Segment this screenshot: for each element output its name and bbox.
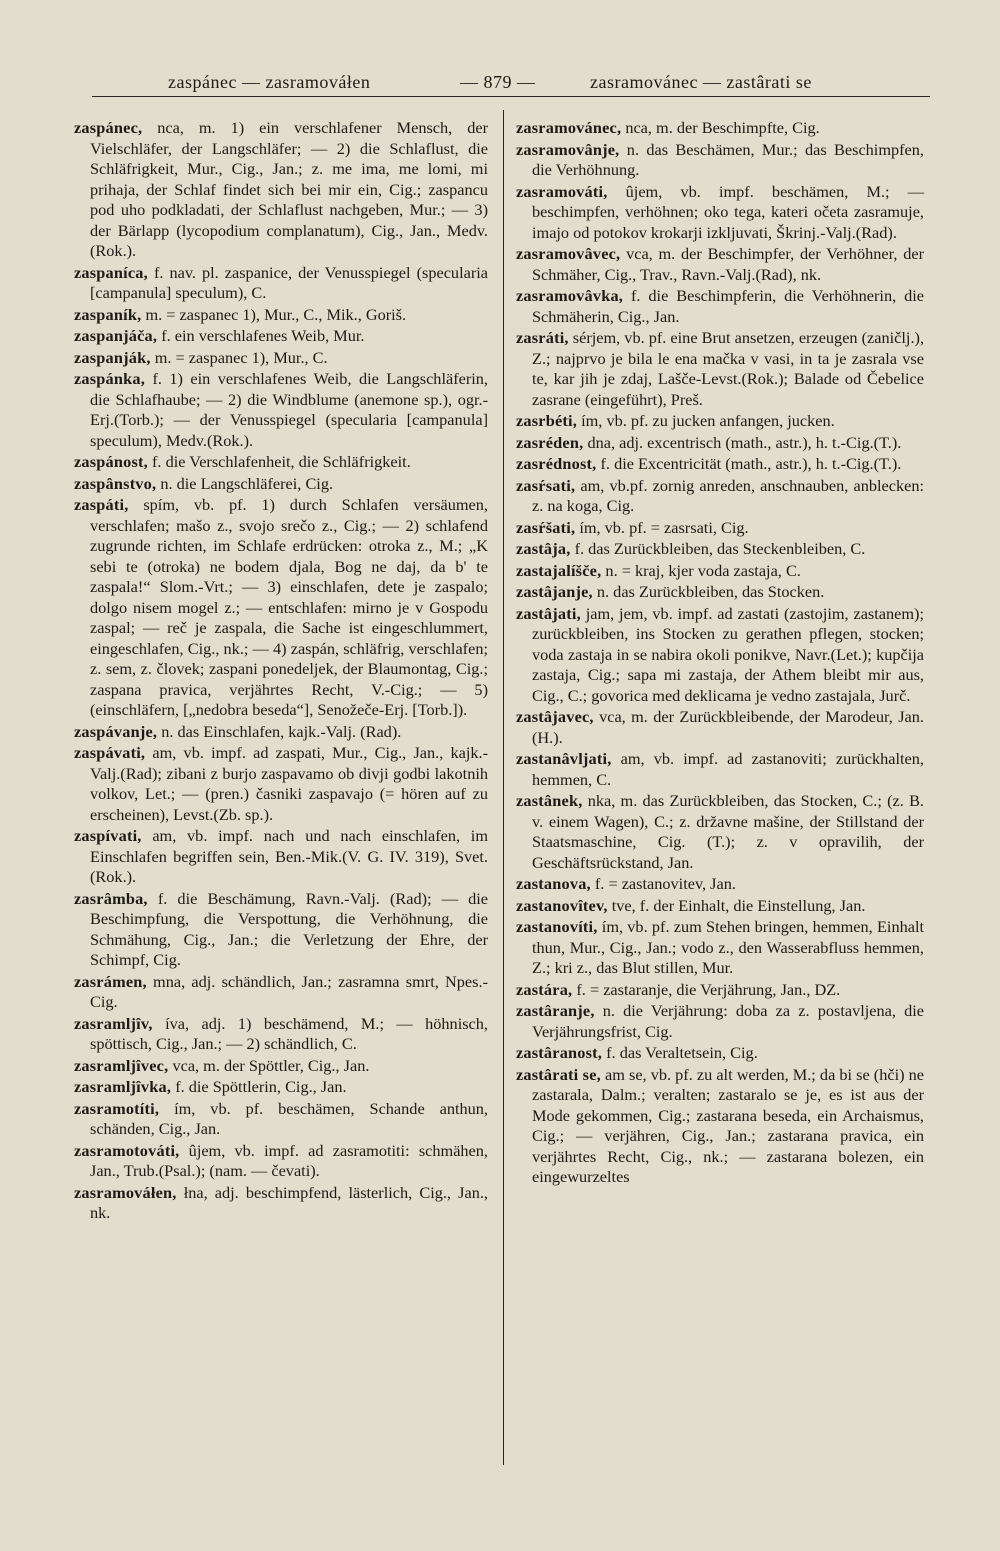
entry-headword: zasráti, [516,328,569,347]
entry-definition: f. = zastaranje, die Verjährung, Jan., DZ. [576,979,841,999]
entry-headword: zaspánka, [74,369,146,388]
entry-headword: zasŕsati, [516,475,576,495]
entry-definition: f. die Excentricität (math., astr.), h. t.-Cig.(T.). [600,454,902,473]
entry-headword: zaspávati, [74,743,146,762]
entry-definition: íva, adj. 1) beschämend, M.; — höhnisch, spöttisch, Cig., Jan.; — 2) schändlich, C. [90,1013,488,1053]
dictionary-entry [516,140,924,181]
entry-definition: ím, vb. pf. zum Stehen bringen, hemmen, Einhalt thun, Mur., Cig., Jan.; vodo z., den Wasserabfluss hemmen, Z.; kri z., das Blut stillen, Mur. [532,917,924,977]
column-divider [503,110,504,1465]
entry-definition: n. = kraj, kjer voda zastaja, C. [605,560,801,580]
entry-definition: spím, vb. pf. 1) durch Schlafen versäumen, verschlafen; mašo z., svojo srečo z., Cig.; — 2) schlafend zugrunde richten, im Schlafe erdrücken: otroka z., M.; „K sebi te (otroka) ne bodem djala, Bog ne daj, da b' te zaspala!“ Slom.-Vrt.; — 3) einschlafen, dete je zaspalo; dolgo nisem mogel z.; — entschlafen: mirno je v Gospodu zaspal; — reč je zaspala, die Sache ist eingeschlummert, eingeschlafen, Cig., nk.; — 4) zaspán, schläfrig, verschlafen; z. sem, z. človek; zaspani ponedeljek, der Blaumontag, Cig.; zaspana pravica, verjährtes Recht, V.-Cig.; — 5) (einschläfern, [„nedobra beseda“], Senožeče-Erj. [Torb.]). [90,495,488,719]
entry-definition: am, vb.pf. zornig anreden, anschnauben, anblecken: z. na koga, Cig. [532,475,925,515]
dictionary-entry [74,495,488,721]
entry-headword: zastâranje, [516,1001,595,1020]
entry-definition: f. nav. pl. zaspanice, der Venusspiegel (specularia [campanula] speculum), C. [90,262,488,302]
entry-definition: ûjem, vb. impf. beschämen, M.; — beschimpfen, verhöhnen; oko tega, kateri očeta zasramuje, imajo od potokov krokarji izkljuvati, Škrinj.-Valj.(Rad). [532,181,924,242]
entry-definition: ím, vb. pf. beschämen, Schande anthun, schänden, Cig., Jan. [90,1098,488,1138]
entry-headword: zasrbéti, [516,411,578,430]
header-left-guidewords: zaspánec — zasramováłen [168,72,371,92]
entry-headword: zasramotíti, [74,1098,160,1118]
entry-headword: zastanova, [516,874,591,893]
entry-definition: n. das Einschlafen, kajk.-Valj. (Rad). [161,721,402,741]
dictionary-entry [74,1014,488,1055]
dictionary-entry [516,118,924,139]
entry-definition: f. die Spöttlerin, Cig., Jan. [175,1077,347,1096]
entry-headword: zasramotováti, [74,1140,180,1160]
entry-definition: f. die Beschämung, Ravn.-Valj. (Rad); — die Beschimpfung, die Verspottung, die Verhöhnung, die Schmähung, Cig., Jan.; die Verletzung der Ehre, der Schimpf, Cig. [90,888,488,969]
entry-headword: zasréden, [516,432,584,452]
entry-definition: m. = zaspanec 1), Mur., C. [154,347,328,367]
dictionary-entry [516,749,924,790]
entry-headword: zasrâmba, [74,888,148,908]
entry-headword: zaspívati, [74,826,142,845]
entry-definition: nca, m. der Beschimpfte, Cig. [625,118,820,137]
dictionary-entry [74,1056,488,1077]
entry-definition: nca, m. 1) ein verschlafener Mensch, der Vielschläfer, der Langschläfer; — 2) die Schlaflust, die Schläfrigkeit, Mur., Cig., Jan.; z. me ima, me lomi, mi prihaja, der Schlaf findet sich bei mir ein, Cig.; zaspancu pod uho podkladati, der Schlaflust nachgeben, Mur.; — 3) der Bärlapp (lycopodium complanatum), Cig., Jan., Medv.(Rok.). [90,118,488,260]
entry-definition: f. 1) ein verschlafenes Weib, die Langschläferin, die Schlafhaube; — 2) die Windblume (anemone sp.), ogr.-Erj.(Torb.); — der Venusspiegel (specularia [campanula] speculum), Medv.(Rok.). [90,369,488,450]
dictionary-entry [74,452,488,473]
entry-headword: zaspaníca, [74,262,148,282]
dictionary-entry [516,454,924,475]
entry-headword: zasramljîvec, [74,1055,169,1075]
dictionary-entry [74,1183,488,1224]
dictionary-entry [74,1141,488,1182]
entry-headword: zastârati se, [516,1064,601,1084]
dictionary-entry [74,972,488,1013]
entry-headword: zaspânstvo, [74,473,157,493]
entry-definition: nka, m. das Zurückbleiben, das Stocken, C.; (z. B. v. einem Wagen), C.; z. državne mašine, der Stillstand der Staatsmaschine, Cig. (T.); z. v opravilih, der Geschäftsrückstand, Jan. [532,791,924,872]
entry-definition: mna, adj. schändlich, Jan.; zasramna smrt, Npes.-Cig. [90,971,488,1011]
entry-headword: zastanovîtev, [516,895,608,915]
entry-definition: f. das Zurückbleiben, das Steckenbleiben, C. [574,539,866,558]
entry-definition: łna, adj. beschimpfend, lästerlich, Cig., Jan., nk. [90,1182,488,1222]
dictionary-entry [516,917,924,979]
left-column [74,118,488,1225]
dictionary-entry [516,874,924,895]
entry-headword: zastajalíšče, [516,560,602,580]
entry-headword: zastâja, [516,539,571,558]
entry-definition: f. die Verschlafenheit, die Schläfrigkeit. [152,452,411,471]
entry-headword: zasramováłen, [74,1182,177,1202]
dictionary-entry [74,118,488,262]
dictionary-entry [516,1065,924,1188]
dictionary-entry [74,348,488,369]
dictionary-entry [516,476,924,517]
dictionary-entry [516,433,924,454]
entry-definition: dna, adj. excentrisch (math., astr.), h. t.-Cig.(T.). [587,432,902,452]
entry-definition: ím, vb. pf. = zasrsati, Cig. [579,517,749,537]
header-rule [92,96,930,97]
entry-definition: am, vb. impf. ad zaspati, Mur., Cig., Jan., kajk.-Valj.(Rad); zibani z burjo zaspavamo ob divji godbi lakotnih volkov, Let.; — (pren.) časniki zaspavajo (= hören auf zu erscheinen), Levst.(Zb. sp.). [90,743,488,824]
entry-headword: zasramovâvec, [516,244,621,263]
dictionary-entry [74,1099,488,1140]
dictionary-entry [74,474,488,495]
dictionary-entry [516,328,924,410]
dictionary-entry [74,369,488,451]
entry-headword: zasŕšati, [516,517,576,537]
dictionary-entry [516,518,924,539]
entry-headword: zastâjati, [516,603,581,623]
entry-headword: zaspávanje, [74,721,158,741]
entry-definition: am se, vb. pf. zu alt werden, M.; da bi se (hči) ne zastarala, Dalm.; veralten; zastaralo se je, es ist aus der Mode gekommen, Cig.; zastarana beseda, ein Archaismus, Cig.; — verjähren, Cig., Jan.; zastarana pravica, ein verjährtes Recht, Cig., nk.; — zastarana bolezen, ein eingewurzeltes [532,1064,924,1186]
entry-headword: zaspanjáča, [74,326,158,345]
dictionary-entry [516,582,924,603]
entry-definition: am, vb. impf. nach und nach einschlafen, im Einschlafen begriffen sein, Ben.-Mik.(V. G. IV. 319), Svet.(Rok.). [90,826,488,886]
entry-headword: zastânek, [516,791,583,810]
entry-headword: zaspáti, [74,495,129,514]
dictionary-entry [516,182,924,244]
dictionary-entry [74,263,488,304]
entry-headword: zaspánost, [74,452,148,471]
dictionary-entry [516,244,924,285]
entry-headword: zasramovâvka, [516,286,624,305]
entry-headword: zastâranost, [516,1043,603,1062]
entry-headword: zasramovânje, [516,139,620,159]
dictionary-entry [516,286,924,327]
entry-definition: f. = zastanovitev, Jan. [594,874,736,893]
entry-headword: zasrámen, [74,971,147,991]
dictionary-entry [74,326,488,347]
running-head [90,62,930,96]
entry-headword: zaspánec, [74,118,143,137]
entry-headword: zasramljîv, [74,1013,153,1033]
header-right-guidewords: zasramovánec — zastârati se [590,72,812,92]
entry-definition: vca, m. der Beschimpfer, der Verhöhner, der Schmäher, Cig., Trav., Ravn.-Valj.(Rad), nk. [532,244,924,284]
entry-definition: n. das Zurückbleiben, das Stocken. [596,582,825,601]
entry-headword: zasrédnost, [516,454,597,473]
entry-definition: m. = zaspanec 1), Mur., C., Mik., Goriš. [145,304,407,324]
dictionary-entry [516,791,924,873]
entry-headword: zasramljîvka, [74,1077,172,1096]
dictionary-entry [516,539,924,560]
dictionary-entry [516,604,924,707]
entry-definition: ím, vb. pf. zu jucken anfangen, jucken. [581,411,835,430]
entry-definition: f. das Veraltetsein, Cig. [606,1043,758,1062]
entry-definition: n. die Langschläferei, Cig. [160,473,334,493]
dictionary-entry [74,722,488,743]
right-column [516,118,924,1189]
entry-headword: zaspanják, [74,347,151,367]
entry-headword: zasramováti, [516,181,608,201]
entry-definition: am, vb. impf. ad zastanoviti; zurückhalten, hemmen, C. [532,749,924,789]
entry-definition: vca, m. der Spöttler, Cig., Jan. [172,1055,370,1075]
entry-definition: f. ein verschlafenes Weib, Mur. [161,326,365,345]
entry-headword: zastanâvljati, [516,749,612,768]
entry-headword: zastanovíti, [516,917,598,936]
dictionary-entry [516,707,924,748]
dictionary-entry [516,1043,924,1064]
entry-headword: zasramovánec, [516,118,622,137]
entry-definition: sérjem, vb. pf. eine Brut ansetzen, erzeugen (zaničlj.), Z.; najprvo je bila le ena mačka v vasi, in ta je zasrala vse te, kar jih je zdaj, Lašče-Levst.(Rok.); Balade od Čebelice zasrane (eingeführt), Preš. [532,328,925,409]
entry-definition: ûjem, vb. impf. ad zasramotiti: schmähen, Jan., Trub.(Psal.); (nam. — čevati). [90,1140,488,1180]
dictionary-entry [74,889,488,971]
dictionary-entry [516,561,924,582]
dictionary-entry [516,411,924,432]
entry-definition: tve, f. der Einhalt, die Einstellung, Jan. [611,895,866,915]
dictionary-entry [74,1077,488,1098]
entry-headword: zaspaník, [74,304,142,324]
entry-headword: zastâjanje, [516,582,593,601]
entry-definition: jam, jem, vb. impf. ad zastati (zastojim, zastanem); zurückbleiben, ins Stocken zu gerathen pflegen, stocken; voda zastaja in se nabira okoli ponikve, Navr.(Let.); kupčija zastaja, Cig.; sapa mi zastaja, der Athem bleibt mir aus, Cig., C.; govorica med deklicama je vedno zastajala, Jurč. [532,603,924,705]
dictionary-entry [74,743,488,825]
dictionary-entry [74,305,488,326]
dictionary-entry [516,896,924,917]
dictionary-entry [516,980,924,1001]
entry-headword: zastára, [516,979,573,999]
entry-definition: f. die Beschimpferin, die Verhöhnerin, die Schmäherin, Cig., Jan. [532,286,924,326]
entry-definition: vca, m. der Zurückbleibende, der Marodeur, Jan.(H.). [532,707,924,747]
dictionary-entry [74,826,488,888]
entry-headword: zastâjavec, [516,707,594,726]
entry-definition: n. das Beschämen, Mur.; das Beschimpfen, die Verhöhnung. [532,139,924,179]
dictionary-entry [516,1001,924,1042]
entry-definition: n. die Verjährung: doba za z. postavljena, die Verjährungsfrist, Cig. [532,1001,924,1041]
page-number: — 879 — [460,72,536,92]
